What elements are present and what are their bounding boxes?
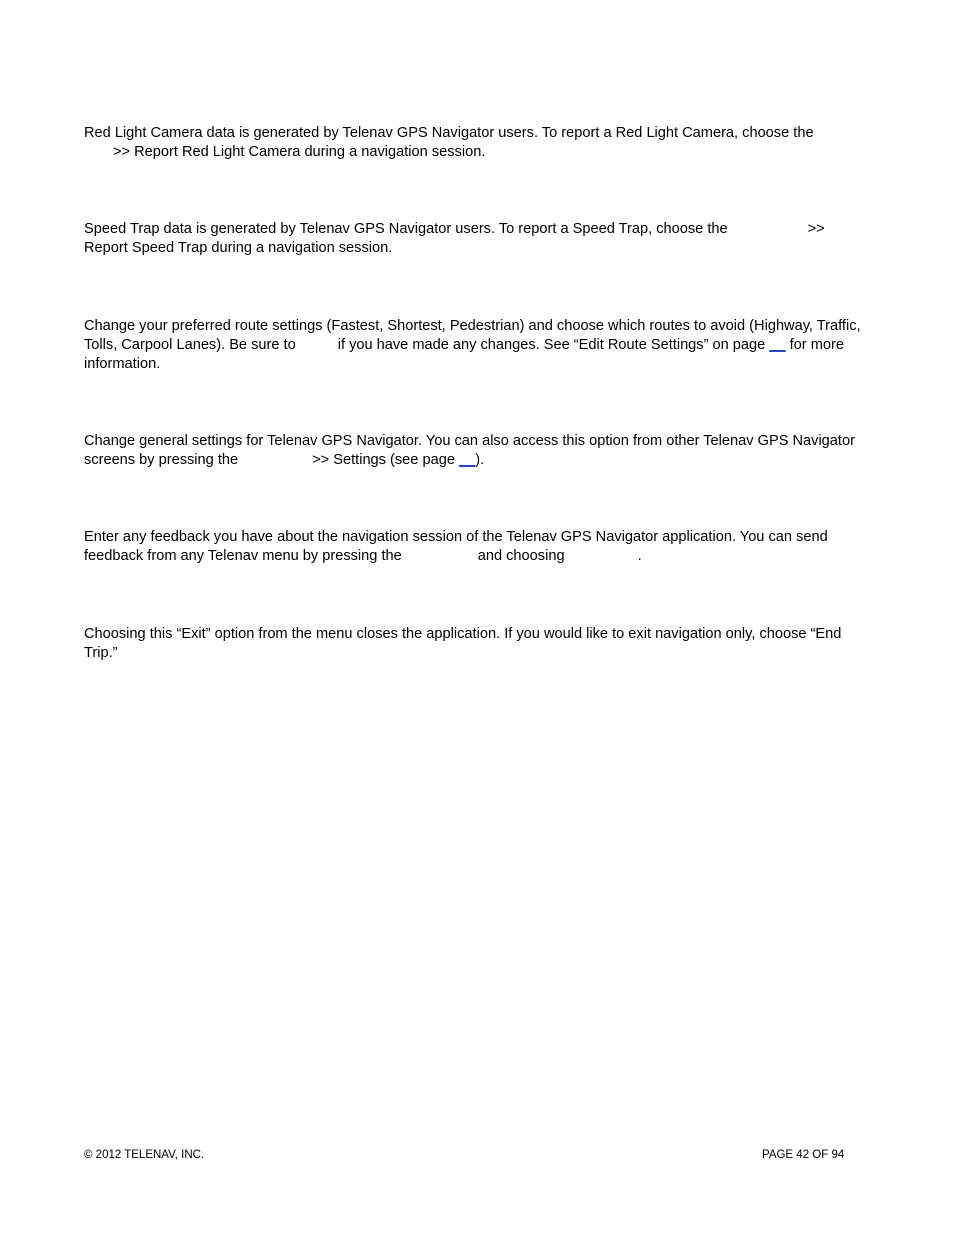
route-settings-line-3: information. (84, 356, 161, 372)
speed-trap-line-1-text: Speed Trap data is generated by Telenav GPS Navigator users. To report a Speed Trap, choose the (84, 221, 728, 237)
exit-line-2: Trip.” (84, 645, 118, 661)
settings-line-2-end: ). (475, 452, 485, 468)
route-settings-line-2-middle: if you have made any changes. See “Edit Route Settings” on page (337, 337, 766, 353)
route-settings-paragraph (84, 317, 874, 374)
red-light-line-2: >> Report Red Light Camera during a navigation session. (113, 144, 486, 160)
feedback-paragraph (84, 528, 874, 566)
speed-trap-line-1 (84, 220, 874, 239)
speed-trap-arrow: >> (807, 221, 825, 237)
red-light-line-1: Red Light Camera data is generated by Telenav GPS Navigator users. To report a Red Light Camera, choose the (84, 125, 814, 141)
red-light-camera-paragraph (84, 124, 874, 162)
speed-trap-paragraph (84, 220, 874, 258)
settings-line-2-middle: >> Settings (see page (312, 452, 455, 468)
settings-line-1: Change general settings for Telenav GPS Navigator. You can also access this option from other Telenav GPS Navigator (84, 433, 855, 449)
route-settings-page-link[interactable]: __ (769, 337, 786, 353)
settings-line-2-start: screens by pressing the (84, 452, 239, 468)
feedback-line-2-end: . (637, 548, 642, 564)
feedback-line-2-start: feedback from any Telenav menu by pressing the (84, 548, 402, 564)
exit-line-1: Choosing this “Exit” option from the menu closes the application. If you would like to exit navigation only, choose “End (84, 626, 842, 642)
feedback-line-2 (84, 547, 874, 566)
settings-page-link[interactable]: __ (459, 452, 476, 468)
settings-paragraph (84, 432, 874, 470)
route-settings-line-2-start: Tolls, Carpool Lanes). Be sure to (84, 337, 296, 353)
route-settings-line-1: Change your preferred route settings (Fastest, Shortest, Pedestrian) and choose which routes to avoid (Highway, Traffic, (84, 318, 861, 334)
feedback-line-1: Enter any feedback you have about the navigation session of the Telenav GPS Navigator application. You can send (84, 529, 828, 545)
footer-copyright: © 2012 TELENAV, INC. (84, 1149, 205, 1161)
route-settings-line-2-end: for more (789, 337, 844, 353)
exit-paragraph (84, 625, 874, 663)
speed-trap-line-2: Report Speed Trap during a navigation session. (84, 240, 393, 256)
route-settings-line-2 (84, 336, 874, 355)
feedback-line-2-middle: and choosing (477, 548, 565, 564)
footer-page-number: PAGE 42 OF 94 (762, 1149, 845, 1161)
settings-line-2 (84, 451, 874, 470)
